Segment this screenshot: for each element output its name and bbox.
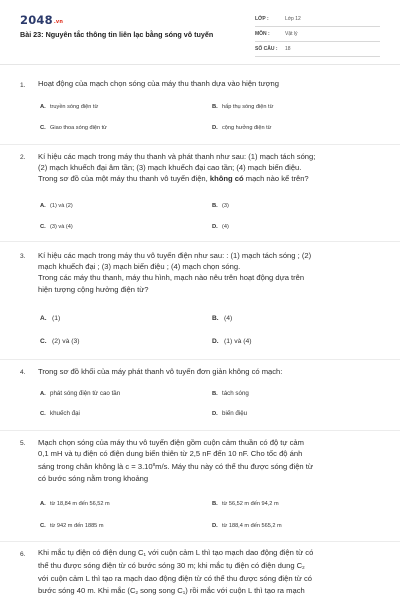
option-d[interactable]: D. (4) <box>212 224 229 230</box>
option-b[interactable]: B. từ 56,52 m đến 94,2 m <box>212 501 279 507</box>
question-number: 3. <box>20 253 26 260</box>
meta-value: Lớp 12 <box>285 16 301 22</box>
option-b[interactable]: B. tách sóng <box>212 390 249 397</box>
question-text: Khi mắc tụ điện có điện dung $C_1$ với cuộn cảm L thì tạo mạch dao động điện từ có thể thu được sóng điện từ có bước sóng 30 m; khi mắc tụ điện có điện dung $C_2$ với cuộn cảm L thì tạo ra mạch dao động điện từ có thể thu được sóng điện từ có bước sóng 40 m. Khi mắc ($C_2$ song song $C_1$) rồi mắc với cuộn L thì tạo ra mạch <box>38 548 314 595</box>
option-b[interactable]: B. (3) <box>212 203 229 209</box>
question-5 <box>0 431 400 542</box>
meta-class <box>255 15 380 27</box>
question-number: 5. <box>20 440 26 447</box>
meta-value: 18 <box>285 46 291 52</box>
option-c[interactable]: C. khuếch đại <box>40 410 80 417</box>
meta-label: SỐ CÂU : <box>255 46 278 52</box>
question-text: Kí hiệu các mạch trong máy thu vô tuyến điện như sau: : (1) mạch tách sóng ; (2) mạch khuếch đại ; (3) mạch biến điệu ; (4) mạch chọn sóng. Trong các máy thu thanh, máy thu hình, mạch nào nêu trên hoạt động dựa trên hiện tượng cộng hưởng điện từ? <box>38 251 312 294</box>
question-text: Kí hiệu các mạch trong máy thu thanh và phát thanh như sau: (1) mạch tách sóng; (2) mạch khuếch đại âm tần; (3) mạch khuếch đại cao tần; (4) mạch biến điệu. Trong sơ đồ của một máy thu thanh vô tuyến điện, không có mạch nào kể trên? <box>38 152 316 184</box>
question-3 <box>0 242 400 360</box>
page-header <box>0 0 400 64</box>
meta-value: Vật lý <box>285 31 298 37</box>
question-6 <box>0 542 400 600</box>
question-1 <box>0 65 400 145</box>
option-c[interactable]: C. (3) và (4) <box>40 224 73 230</box>
question-number: 2. <box>20 154 26 161</box>
option-c[interactable]: C. Giao thoa sóng điện từ <box>40 125 107 131</box>
question-number: 6. <box>20 551 26 558</box>
option-d[interactable]: D. (1) và (4) <box>212 338 252 345</box>
option-a[interactable]: A. (1) <box>40 315 61 322</box>
question-number: 4. <box>20 369 26 376</box>
question-text: Hoạt động của mạch chọn sóng của máy thu thanh dựa vào hiện tượng <box>38 79 280 88</box>
option-d[interactable]: D. biến điệu <box>212 410 248 417</box>
question-2 <box>0 145 400 242</box>
meta-question-count <box>255 45 380 57</box>
emphasis-not: không có <box>209 174 244 184</box>
option-a[interactable]: A. (1) và (2) <box>40 203 73 209</box>
site-logo[interactable]: 2048.vn <box>20 13 64 27</box>
option-c[interactable]: C. (2) và (3) <box>40 338 80 345</box>
option-b[interactable]: B. hấp thụ sóng điện từ <box>212 104 274 110</box>
option-c[interactable]: C. từ 942 m đến 1885 m <box>40 523 104 529</box>
option-d[interactable]: D. cộng hưởng điện từ <box>212 125 272 131</box>
question-text: Mạch chọn sóng của máy thu vô tuyến điện gồm cuộn cảm thuần có độ tự cảm 0,1 mH và tụ điện có điện dung biến thiên từ 2,5 nF đến 10 nF. Cho tốc độ ánh sáng trong chân không là $c = 3.10^8m/s$. Máy thu này có thể thu được sóng điện từ có bước sóng nằm trong khoảng <box>38 438 313 483</box>
option-a[interactable]: A. phát sóng điện từ cao tần <box>40 390 121 397</box>
option-d[interactable]: D. từ 188,4 m đến 565,2 m <box>212 523 282 529</box>
meta-label: MÔN : <box>255 31 270 37</box>
meta-label: LỚP : <box>255 16 269 22</box>
document-title: Bài 23: Nguyên tắc thông tin liên lạc bằng sóng vô tuyến <box>20 30 214 39</box>
question-number: 1. <box>20 82 26 89</box>
option-a[interactable]: A. từ 18,84 m đến 56,52 m <box>40 501 110 507</box>
option-a[interactable]: A. truyền sóng điện từ <box>40 104 99 110</box>
option-b[interactable]: B. (4) <box>212 315 233 322</box>
question-4 <box>0 360 400 431</box>
question-text: Trong sơ đồ khối của máy phát thanh vô tuyến đơn giản không có mạch: <box>38 367 283 376</box>
meta-subject <box>255 30 380 42</box>
